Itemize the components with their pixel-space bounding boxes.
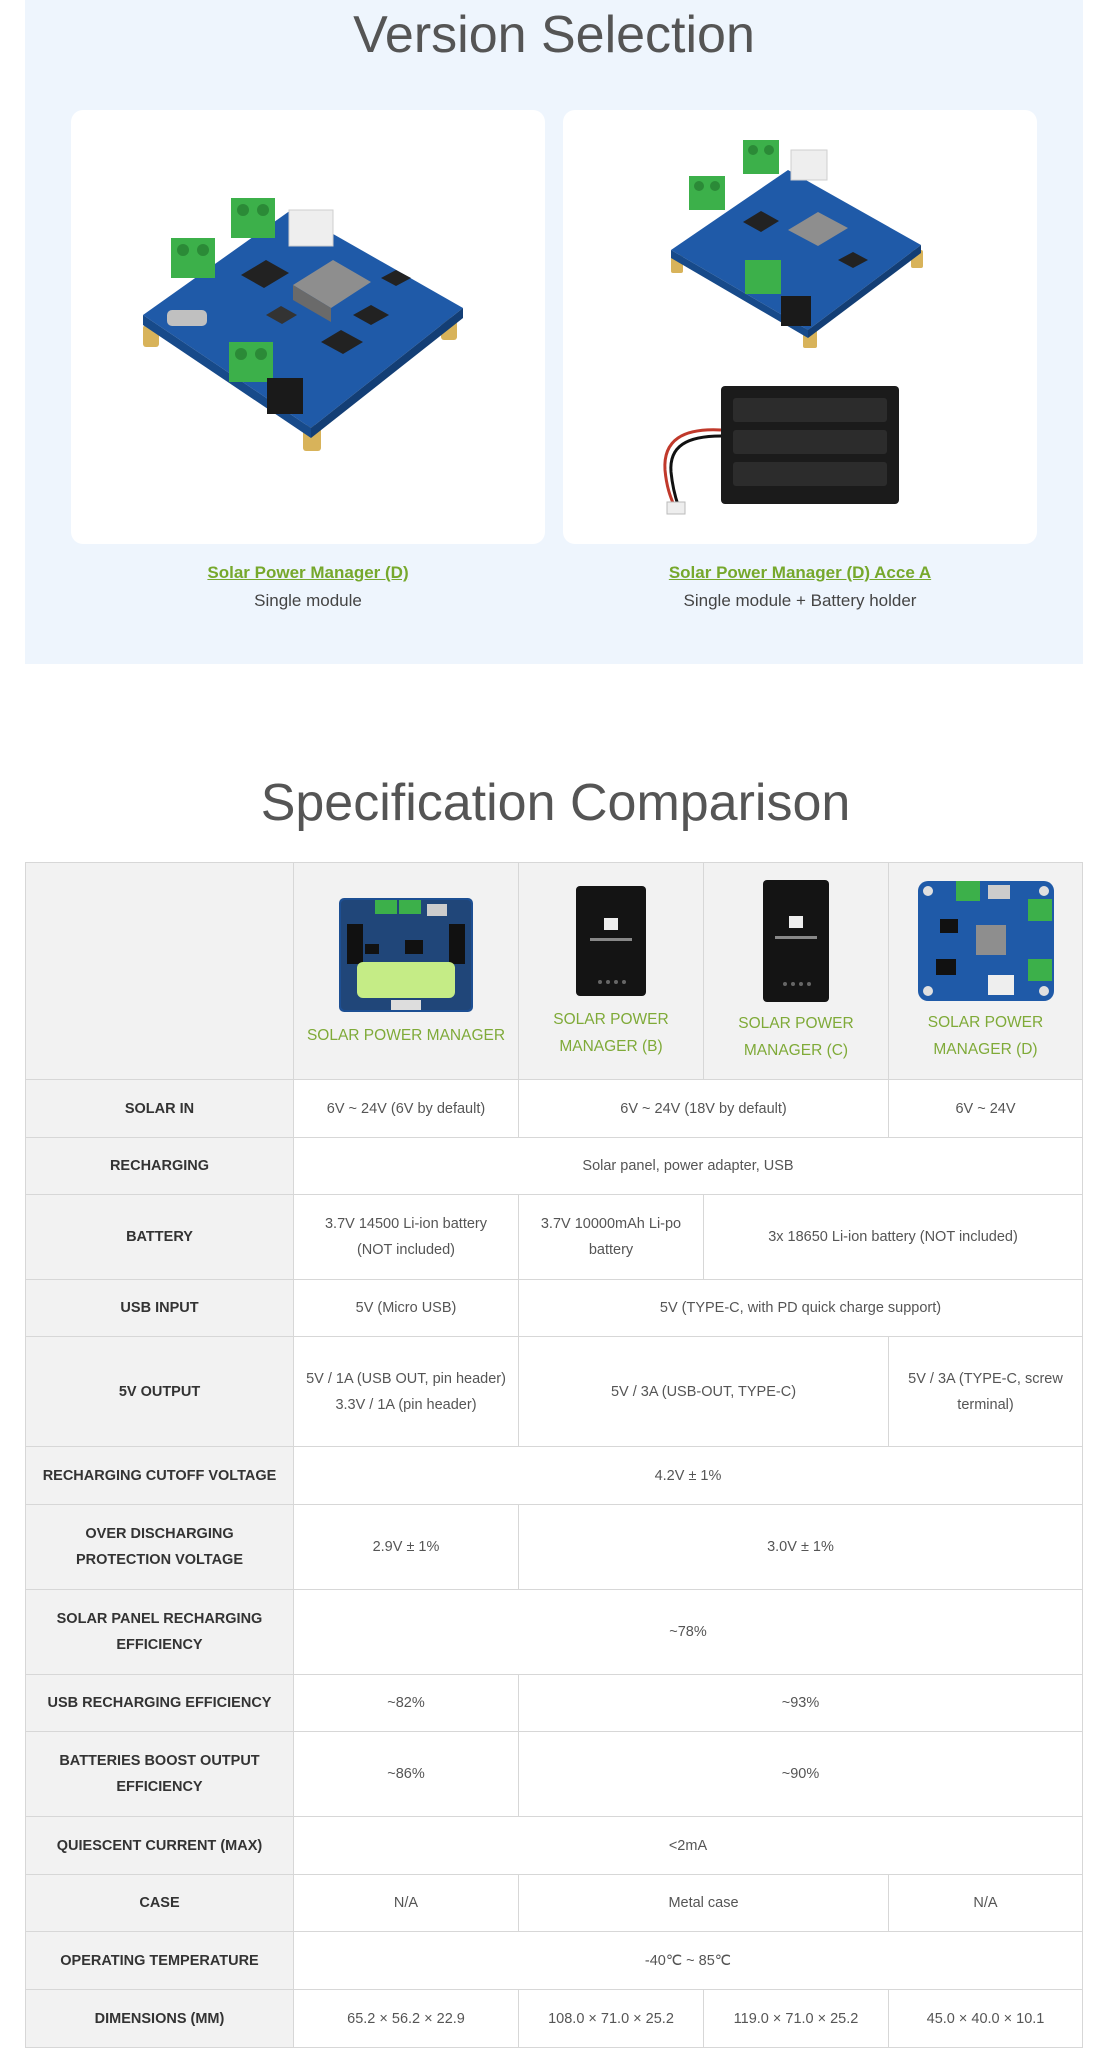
table-cell: <2mA [294, 1817, 1083, 1875]
solar-power-manager-c-image [755, 878, 837, 1004]
table-cell: ~86% [294, 1732, 519, 1817]
table-corner-cell [26, 863, 294, 1080]
table-cell: 45.0 × 40.0 × 10.1 [889, 1990, 1083, 2048]
row-label: QUIESCENT CURRENT (MAX) [26, 1817, 294, 1875]
spec-comparison-table [25, 862, 1083, 2048]
version-card-acce-a[interactable] [563, 110, 1037, 544]
table-row-usb-efficiency [26, 1675, 1083, 1732]
table-cell: N/A [889, 1875, 1083, 1932]
solar-power-manager-d-link[interactable]: Solar Power Manager (D) [207, 563, 409, 582]
product-name: SOLAR POWER MANAGER [306, 1026, 506, 1044]
table-cell: 5V (TYPE-C, with PD quick charge support) [519, 1280, 1083, 1337]
table-cell: 3.0V ± 1% [519, 1505, 1083, 1590]
table-row-case [26, 1875, 1083, 1932]
solar-power-manager-b-image [570, 882, 652, 1000]
table-cell: 5V (Micro USB) [294, 1280, 519, 1337]
row-label: SOLAR PANEL RECHARGING EFFICIENCY [26, 1590, 294, 1675]
row-label: USB RECHARGING EFFICIENCY [26, 1675, 294, 1732]
row-label: RECHARGING [26, 1138, 294, 1195]
table-row-recharging [26, 1138, 1083, 1195]
row-label: OPERATING TEMPERATURE [26, 1932, 294, 1990]
table-row-quiescent-current [26, 1817, 1083, 1875]
product-header-solar-power-manager [294, 863, 519, 1080]
table-row-cutoff-voltage [26, 1447, 1083, 1505]
product-header-solar-power-manager-c [704, 863, 889, 1080]
table-cell: N/A [294, 1875, 519, 1932]
table-cell: ~93% [519, 1675, 1083, 1732]
solar-power-manager-image [335, 894, 477, 1016]
table-cell: 2.9V ± 1% [294, 1505, 519, 1590]
table-cell: ~78% [294, 1590, 1083, 1675]
table-cell: Solar panel, power adapter, USB [294, 1138, 1083, 1195]
table-cell: 6V ~ 24V [889, 1080, 1083, 1138]
version-selection-title: Version Selection [353, 6, 755, 64]
solar-power-manager-d-acce-a-image[interactable] [563, 110, 1037, 544]
table-cell [294, 1337, 519, 1447]
table-row-boost-efficiency [26, 1732, 1083, 1817]
table-row-usb-input [26, 1280, 1083, 1337]
table-row-battery [26, 1195, 1083, 1280]
row-label: USB INPUT [26, 1280, 294, 1337]
product-name: SOLAR POWER MANAGER (D) [927, 1014, 1044, 1058]
version-card-caption-acce-a [563, 561, 1037, 615]
solar-power-manager-d-image[interactable] [71, 110, 545, 544]
table-row-dimensions [26, 1990, 1083, 2048]
row-label: DIMENSIONS (MM) [26, 1990, 294, 2048]
table-cell: 108.0 × 71.0 × 25.2 [519, 1990, 704, 2048]
version-card-single-module[interactable] [71, 110, 545, 544]
table-cell: 5V / 3A (TYPE-C, screw terminal) [889, 1337, 1083, 1447]
product-name: SOLAR POWER MANAGER (C) [738, 1015, 854, 1059]
table-cell: ~90% [519, 1732, 1083, 1817]
version-card-subtitle: Single module [254, 591, 362, 610]
table-cell: 3.7V 10000mAh Li-po battery [519, 1195, 704, 1280]
table-cell: 6V ~ 24V (6V by default) [294, 1080, 519, 1138]
row-label: SOLAR IN [26, 1080, 294, 1138]
table-row-operating-temperature [26, 1932, 1083, 1990]
table-cell: Metal case [519, 1875, 889, 1932]
table-cell: 4.2V ± 1% [294, 1447, 1083, 1505]
version-card-caption-single [71, 561, 545, 615]
cell-line: 5V / 1A (USB OUT, pin header) [306, 1370, 506, 1387]
table-row-5v-output [26, 1337, 1083, 1447]
table-header-row [26, 863, 1083, 1080]
table-cell: 5V / 3A (USB-OUT, TYPE-C) [519, 1337, 889, 1447]
row-label: BATTERIES BOOST OUTPUT EFFICIENCY [26, 1732, 294, 1817]
table-cell: -40℃ ~ 85℃ [294, 1932, 1083, 1990]
row-label: BATTERY [26, 1195, 294, 1280]
solar-power-manager-d-thumb [916, 879, 1056, 1003]
table-row-solar-efficiency [26, 1590, 1083, 1675]
row-label: CASE [26, 1875, 294, 1932]
table-cell: ~82% [294, 1675, 519, 1732]
row-label: 5V OUTPUT [26, 1337, 294, 1447]
table-row-over-discharge [26, 1505, 1083, 1590]
row-label: OVER DISCHARGING PROTECTION VOLTAGE [26, 1505, 294, 1590]
version-selection-section [25, 0, 1083, 664]
solar-power-manager-d-acce-a-link[interactable]: Solar Power Manager (D) Acce A [668, 563, 932, 582]
table-cell: 3.7V 14500 Li-ion battery (NOT included) [294, 1195, 519, 1280]
row-label: RECHARGING CUTOFF VOLTAGE [26, 1447, 294, 1505]
product-header-solar-power-manager-b [519, 863, 704, 1080]
table-cell: 6V ~ 24V (18V by default) [519, 1080, 889, 1138]
table-row-solar-in [26, 1080, 1083, 1138]
table-cell: 119.0 × 71.0 × 25.2 [704, 1990, 889, 2048]
product-header-solar-power-manager-d [889, 863, 1083, 1080]
table-cell: 3x 18650 Li-ion battery (NOT included) [704, 1195, 1083, 1280]
cell-line: 3.3V / 1A (pin header) [335, 1396, 477, 1413]
table-cell: 65.2 × 56.2 × 22.9 [294, 1990, 519, 2048]
version-card-subtitle: Single module + Battery holder [683, 591, 917, 610]
product-name: SOLAR POWER MANAGER (B) [553, 1011, 669, 1055]
spec-comparison-title: Specification Comparison [260, 774, 851, 832]
